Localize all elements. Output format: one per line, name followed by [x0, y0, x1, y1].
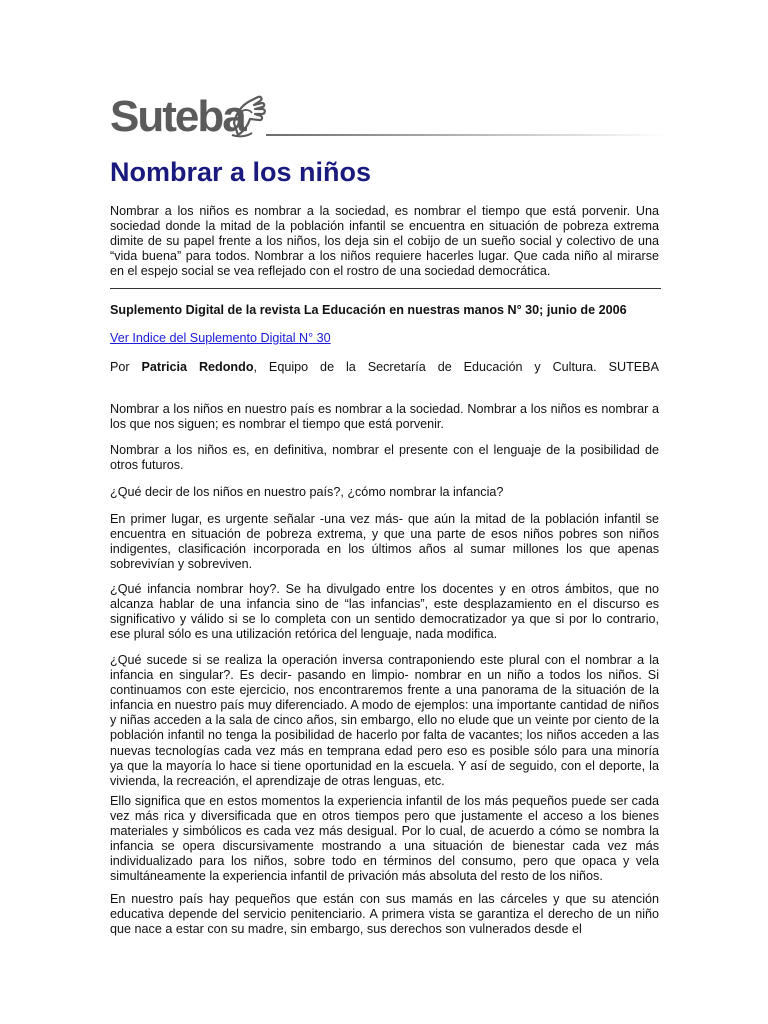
byline — [110, 359, 659, 375]
page-title: Nombrar a los niños — [110, 157, 372, 187]
index-link[interactable]: Ver Indice del Suplemento Digital N° 30 — [110, 331, 331, 345]
byline-prefix: Por — [110, 360, 130, 374]
body-paragraph: En nuestro país hay pequeños que están con sus mamás en las cárceles y que su atención educativa depende del servicio penitenciario. A primera vista se garantiza el derecho de un niño que nace a estar con su madre, sin embargo, sus derechos son vulnerados desde el — [110, 892, 659, 937]
body-paragraph: En primer lugar, es urgente señalar -una vez más- que aún la mitad de la población infantil se encuentra en situación de pobreza extrema, y que una parte de esos niños pobres son niños indigentes, clasificación incorporada en los últimos años al sumar millones los que apenas sobrevivían y sobreviven. — [110, 512, 659, 572]
logo-text: Suteba — [110, 92, 245, 141]
author-name: Patricia Redondo — [141, 360, 254, 374]
body-paragraph: Nombrar a los niños en nuestro país es nombrar a la sociedad. Nombrar a los niños es nombrar a los que nos siguen; es nombrar el tiempo que está porvenir. — [110, 402, 659, 432]
body-paragraph: ¿Qué infancia nombrar hoy?. Se ha divulgado entre los docentes y en otros ámbitos, que no alcanza hablar de una infancia sino de “las infancias”, este desplazamiento en el discurso es significativo y válido si se lo completa con un sentido democratizador ya que si por lo contrario, ese plural sólo es una utilización retórica del lenguaje, nada modifica. — [110, 582, 659, 642]
suteba-logo — [110, 94, 560, 144]
hand-logo-icon — [228, 95, 268, 139]
body-paragraph: Nombrar a los niños es, en definitiva, nombrar el presente con el lenguaje de la posibilidad de otros futuros. — [110, 443, 659, 473]
body-paragraph: Ello significa que en estos momentos la experiencia infantil de los más pequeños puede ser cada vez más rica y diversificada que en otros tiempos pero que justamente el acceso a los bienes materiales y simbólicos es cada vez más desigual. Por lo cual, de acuerdo a cómo se nombra la infancia se opera discursivamente mostrando a una situación de bienestar cada vez más individualizado para los niños, sobre todo en términos del consumo, pero que opaca y vela simultáneamente la experiencia infantil de privación más absoluta del resto de los niños. — [110, 794, 659, 884]
body-paragraph: ¿Qué sucede si se realiza la operación inversa contraponiendo este plural con el nombrar a la infancia en singular?. Es decir- pasando en limpio- nombrar en un niño a todos los niños. Si continuamos con este ejercicio, nos encontraremos frente a una panorama de la situación de la infancia en nuestro país muy diferenciado. A modo de ejemplos: una importante cantidad de niños y niñas acceden a la sala de cinco años, sin embargo, ello no elude que un veinte por ciento de la población infantil no tenga la posibilidad de hacerlo por falta de vacantes; los niños acceden a las nuevas tecnologías cada vez más en temprana edad pero eso es posible sólo para una minoría ya que la mayoría lo hace si tiene oportunidad en la escuela. Y así de seguido, con el deporte, la vivienda, la recreación, el aprendizaje de otras lenguas, etc. — [110, 653, 659, 788]
author-affiliation: , Equipo de la Secretaría de Educación y Cultura. SUTEBA — [253, 360, 659, 374]
intro-paragraph: Nombrar a los niños es nombrar a la sociedad, es nombrar el tiempo que está porvenir. Una sociedad donde la mitad de la población infantil se encuentra en situación de pobreza extrema dimite de su papel frente a los niños, los deja sin el cobijo de un sueño social y colectivo de una “vida buena” para todos. Nombrar a los niños requiere hacerles lugar. Que cada niño al mirarse en el espejo social se vea reflejado con el rostro de una sociedad democrática. — [110, 204, 659, 279]
logo-divider — [266, 134, 666, 136]
horizontal-divider — [110, 288, 661, 289]
supplement-heading: Suplemento Digital de la revista La Educación en nuestras manos N° 30; junio de 2006 — [110, 303, 627, 317]
body-paragraph: ¿Qué decir de los niños en nuestro país?, ¿cómo nombrar la infancia? — [110, 485, 504, 499]
